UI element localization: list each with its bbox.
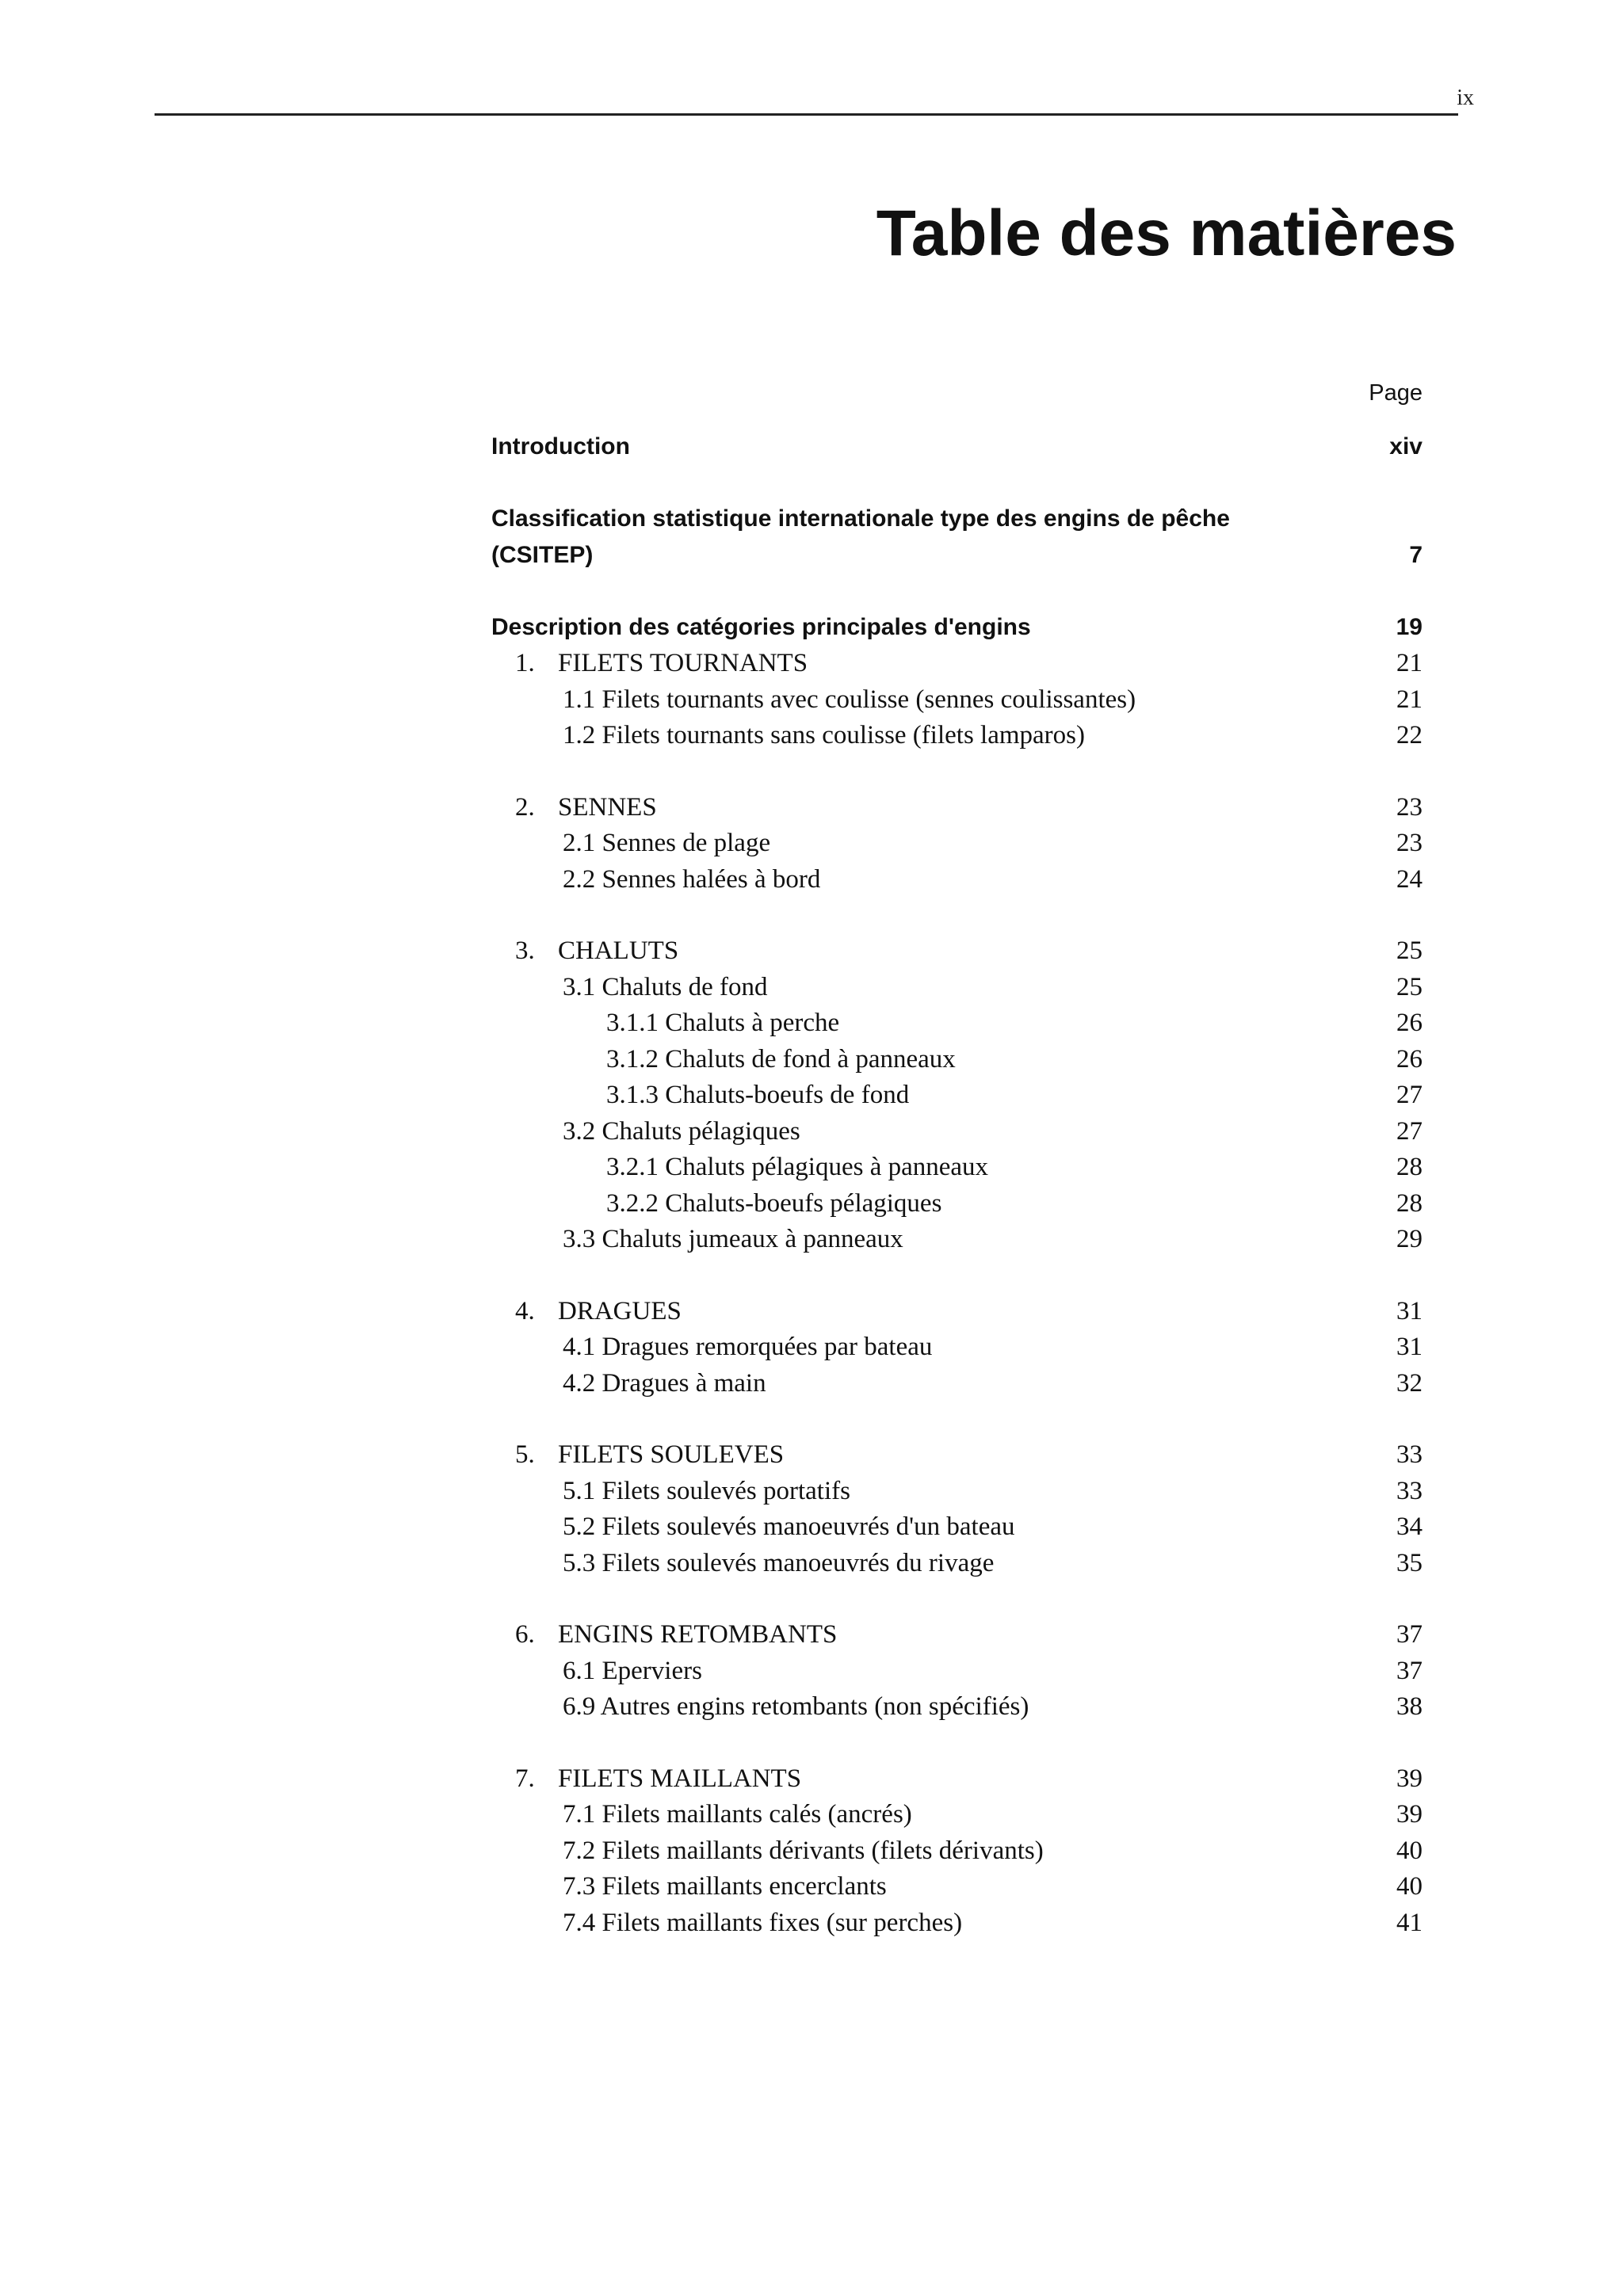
toc-subsection[interactable] bbox=[491, 1222, 1426, 1258]
toc-entry-page: 24 bbox=[1396, 864, 1423, 894]
toc-chapter-label: FILETS TOURNANTS bbox=[558, 649, 808, 677]
toc-chapter-3[interactable] bbox=[491, 933, 1426, 970]
toc-subsection-title: 3.1 Chaluts de fond bbox=[563, 972, 768, 1001]
toc-entry-page: 35 bbox=[1396, 1548, 1423, 1577]
toc-subsection[interactable] bbox=[491, 1042, 1426, 1078]
toc-entry-page: 41 bbox=[1396, 1908, 1423, 1937]
toc-subsection[interactable] bbox=[491, 826, 1426, 862]
toc-chapter-label: CHALUTS bbox=[558, 936, 679, 965]
toc-chapter-7[interactable] bbox=[491, 1761, 1426, 1798]
toc-subsection-title: 6.9 Autres engins retombants (non spécifiés) bbox=[563, 1692, 1029, 1721]
toc-chapters bbox=[491, 646, 1426, 1941]
toc-subsection[interactable] bbox=[491, 1366, 1426, 1402]
toc-subsection-title: 5.2 Filets soulevés manoeuvrés d'un bateau bbox=[563, 1512, 1015, 1541]
toc-chapter-6[interactable] bbox=[491, 1617, 1426, 1653]
toc-entry-page: 37 bbox=[1396, 1620, 1423, 1649]
toc-subsection[interactable] bbox=[491, 1869, 1426, 1905]
toc-chapter-label: DRAGUES bbox=[558, 1296, 682, 1325]
toc-entry-page: 34 bbox=[1396, 1512, 1423, 1541]
toc-entry-page: 38 bbox=[1396, 1692, 1423, 1721]
toc-entry-page: 25 bbox=[1396, 972, 1423, 1001]
toc-subsection[interactable] bbox=[491, 1797, 1426, 1833]
toc-subsection[interactable] bbox=[491, 718, 1426, 754]
toc-chapter-title bbox=[491, 933, 678, 970]
toc-entry-page: 26 bbox=[1396, 1044, 1423, 1074]
toc-entry-page: 31 bbox=[1396, 1333, 1423, 1361]
toc-entry-page: 29 bbox=[1396, 1225, 1423, 1253]
page-title: Table des matières bbox=[876, 197, 1457, 269]
toc-entry-page: 22 bbox=[1396, 721, 1423, 749]
toc-entry-title: Introduction bbox=[491, 433, 630, 460]
toc-chapter-number: 2. bbox=[515, 792, 535, 822]
toc-chapter-title bbox=[491, 1617, 837, 1653]
toc-subsection-title: 3.2 Chaluts pélagiques bbox=[563, 1116, 800, 1146]
toc-subsection[interactable] bbox=[491, 1833, 1426, 1870]
toc-entry-title bbox=[491, 501, 1230, 574]
toc-entry-page: 33 bbox=[1396, 1476, 1423, 1505]
toc-entry-page: 25 bbox=[1396, 936, 1423, 965]
toc-subsection[interactable] bbox=[491, 682, 1426, 719]
toc-subsection-title: 1.2 Filets tournants sans coulisse (filets lamparos) bbox=[563, 721, 1085, 749]
toc-chapter-title bbox=[491, 646, 808, 682]
toc-subsection-title: 3.1.1 Chaluts à perche bbox=[606, 1009, 840, 1037]
toc-entry-page: 27 bbox=[1396, 1116, 1423, 1146]
toc-subsection-title: 3.1.3 Chaluts-boeufs de fond bbox=[606, 1081, 910, 1109]
toc-entry-page: 21 bbox=[1396, 685, 1423, 714]
toc-subsection-title: 6.1 Eperviers bbox=[563, 1656, 702, 1685]
toc-entry-page: 23 bbox=[1396, 829, 1423, 857]
toc-entry-title-line: Classification statistique internationale type des engins de pêche bbox=[491, 505, 1230, 532]
toc-chapter-4[interactable] bbox=[491, 1294, 1426, 1330]
toc-subsection[interactable] bbox=[491, 1005, 1426, 1042]
toc-subsection[interactable] bbox=[491, 1905, 1426, 1942]
toc-subsection-title: 3.2.2 Chaluts-boeufs pélagiques bbox=[606, 1188, 942, 1218]
toc-subsection-title: 3.3 Chaluts jumeaux à panneaux bbox=[563, 1225, 903, 1253]
toc-subsection-title: 4.2 Dragues à main bbox=[563, 1368, 766, 1398]
toc-entry-page: 39 bbox=[1396, 1800, 1423, 1829]
toc-entry-page: 33 bbox=[1396, 1440, 1423, 1469]
toc-subsection-title: 7.3 Filets maillants encerclants bbox=[563, 1872, 887, 1901]
toc-entry-page: 28 bbox=[1396, 1153, 1423, 1181]
toc-chapter-label: SENNES bbox=[558, 792, 657, 822]
toc-chapter-number: 5. bbox=[515, 1440, 535, 1469]
toc-chapter-5[interactable] bbox=[491, 1437, 1426, 1474]
toc-entry-page: 31 bbox=[1396, 1296, 1423, 1325]
toc-subsection[interactable] bbox=[491, 1546, 1426, 1582]
toc-entry-page: 32 bbox=[1396, 1368, 1423, 1398]
toc-chapter-title bbox=[491, 1437, 784, 1474]
toc-subsection-title: 2.1 Sennes de plage bbox=[563, 829, 771, 857]
toc-entry-page: xiv bbox=[1389, 433, 1423, 460]
toc-subsection[interactable] bbox=[491, 1474, 1426, 1510]
toc-chapter-label: FILETS MAILLANTS bbox=[558, 1764, 802, 1793]
toc-subsection[interactable] bbox=[491, 1114, 1426, 1150]
toc-subsection-title: 1.1 Filets tournants avec coulisse (sennes coulissantes) bbox=[563, 685, 1136, 714]
toc-entry-page: 27 bbox=[1396, 1081, 1423, 1109]
toc-subsection-title: 3.2.1 Chaluts pélagiques à panneaux bbox=[606, 1153, 989, 1181]
toc-subsection[interactable] bbox=[491, 1150, 1426, 1186]
toc-chapter-title bbox=[491, 1294, 682, 1330]
toc-chapter-1[interactable] bbox=[491, 646, 1426, 682]
toc-chapter-number: 4. bbox=[515, 1296, 535, 1325]
toc-subsection-title: 2.2 Sennes halées à bord bbox=[563, 864, 821, 894]
toc-subsection[interactable] bbox=[491, 1186, 1426, 1222]
toc-entry-introduction[interactable] bbox=[491, 429, 1426, 465]
toc-subsection-title: 5.3 Filets soulevés manoeuvrés du rivage bbox=[563, 1548, 995, 1577]
toc-chapter-2[interactable] bbox=[491, 790, 1426, 826]
toc-subsection-title: 7.4 Filets maillants fixes (sur perches) bbox=[563, 1908, 963, 1937]
toc-entry-page: 40 bbox=[1396, 1836, 1423, 1865]
toc-chapter-number: 1. bbox=[515, 649, 535, 677]
header-rule bbox=[155, 113, 1458, 116]
toc-subsection-title: 4.1 Dragues remorquées par bateau bbox=[563, 1333, 933, 1361]
toc-chapter-number: 3. bbox=[515, 936, 535, 965]
toc-subsection[interactable] bbox=[491, 862, 1426, 898]
toc-entry-page: 26 bbox=[1396, 1009, 1423, 1037]
toc-entry-page: 37 bbox=[1396, 1656, 1423, 1685]
toc-entry-page: 39 bbox=[1396, 1764, 1423, 1793]
page-number: ix bbox=[1457, 86, 1474, 110]
toc-chapter-label: ENGINS RETOMBANTS bbox=[558, 1620, 838, 1649]
toc-chapter-number: 6. bbox=[515, 1620, 535, 1649]
toc-subsection-title: 7.2 Filets maillants dérivants (filets dérivants) bbox=[563, 1836, 1044, 1865]
table-of-contents bbox=[491, 380, 1426, 1941]
toc-subsection-title: 5.1 Filets soulevés portatifs bbox=[563, 1476, 850, 1505]
toc-subsection[interactable] bbox=[491, 1509, 1426, 1546]
toc-chapter-number: 7. bbox=[515, 1764, 535, 1793]
toc-entry-title-line: (CSITEP) bbox=[491, 542, 594, 568]
toc-chapter-title bbox=[491, 790, 657, 826]
toc-entry-page: 21 bbox=[1396, 649, 1423, 677]
toc-entry-description[interactable] bbox=[491, 609, 1426, 646]
toc-subsection-title: 7.1 Filets maillants calés (ancrés) bbox=[563, 1800, 912, 1829]
toc-entry-page: 19 bbox=[1396, 614, 1423, 640]
toc-entry-page: 23 bbox=[1396, 792, 1423, 822]
toc-subsection[interactable] bbox=[491, 1077, 1426, 1114]
toc-entry-page: 28 bbox=[1396, 1188, 1423, 1218]
page-column-header: Page bbox=[1369, 380, 1423, 406]
toc-entry-csitep[interactable] bbox=[491, 501, 1426, 574]
toc-subsection[interactable] bbox=[491, 1653, 1426, 1690]
toc-subsection[interactable] bbox=[491, 970, 1426, 1006]
toc-subsection[interactable] bbox=[491, 1329, 1426, 1366]
toc-entry-title: Description des catégories principales d'engins bbox=[491, 614, 1031, 640]
toc-chapter-label: FILETS SOULEVES bbox=[558, 1440, 785, 1469]
toc-entry-page: 40 bbox=[1396, 1872, 1423, 1901]
toc-chapter-title bbox=[491, 1761, 801, 1798]
toc-entry-page: 7 bbox=[1409, 542, 1423, 568]
toc-subsection-title: 3.1.2 Chaluts de fond à panneaux bbox=[606, 1044, 956, 1074]
toc-subsection[interactable] bbox=[491, 1689, 1426, 1726]
